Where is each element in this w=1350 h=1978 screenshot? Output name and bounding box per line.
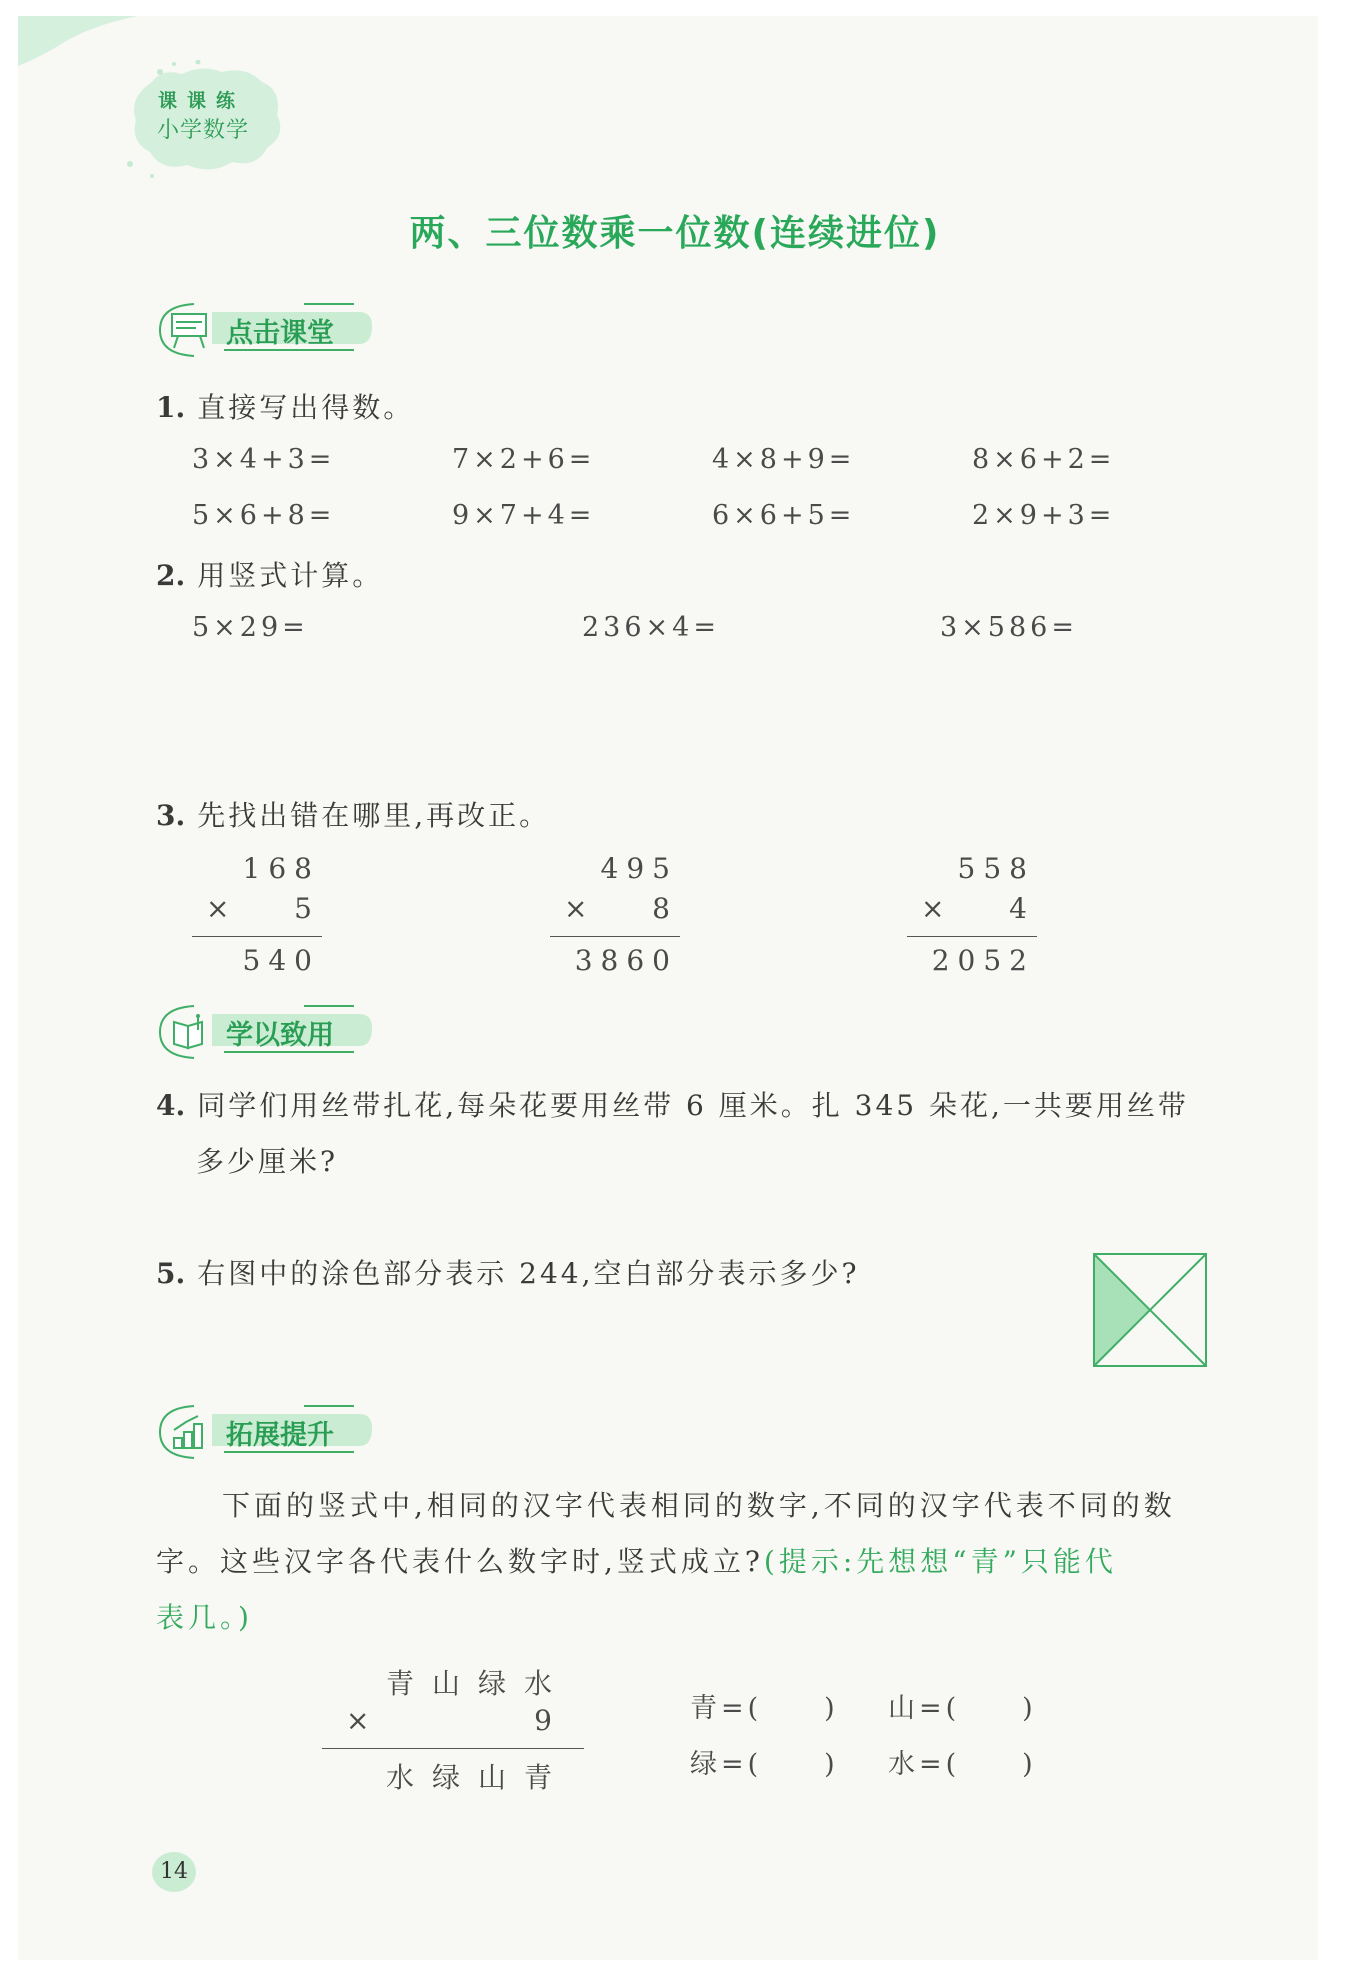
section-header-extension xyxy=(154,1400,394,1460)
answer-blank[interactable]: 山=( ) xyxy=(888,1693,1037,1724)
book-icon xyxy=(168,1012,212,1052)
result-line xyxy=(192,936,322,937)
logo-line1: 课课练 xyxy=(158,90,246,112)
question-number: 4. xyxy=(156,1089,186,1122)
blackboard-icon xyxy=(168,310,212,350)
question-number: 2. xyxy=(156,559,186,592)
oral-expr: 9×7+4= xyxy=(452,500,596,531)
question-2 xyxy=(156,554,383,594)
question-1 xyxy=(156,386,414,426)
extension-text-line1: 下面的竖式中,相同的汉字代表相同的数字,不同的汉字代表不同的数 xyxy=(222,1489,1176,1522)
section-label: 拓展提升 xyxy=(226,1420,334,1451)
multiplier: 8 xyxy=(652,892,678,925)
question-number: 3. xyxy=(156,799,186,832)
question-text: 右图中的涂色部分表示 244,空白部分表示多少? xyxy=(197,1257,860,1290)
puzzle-multiplier: 9 xyxy=(534,1704,552,1737)
result-line xyxy=(907,936,1037,937)
times-sign: × xyxy=(346,1704,370,1737)
question-5 xyxy=(156,1252,860,1292)
times-sign: × xyxy=(921,892,945,925)
error-vertical-2 xyxy=(550,852,700,977)
oral-expr: 8×6+2= xyxy=(972,444,1116,475)
extension-main-text: 字。这些汉字各代表什么数字时,竖式成立? xyxy=(156,1545,764,1578)
multiplicand: 558 xyxy=(957,852,1035,885)
question-4 xyxy=(156,1084,1189,1124)
product: 2052 xyxy=(931,944,1035,977)
extension-text-line2 xyxy=(156,1540,1117,1580)
error-vertical-3 xyxy=(907,852,1057,977)
product: 540 xyxy=(242,944,320,977)
result-line xyxy=(550,936,680,937)
shaded-square-figure xyxy=(1092,1252,1208,1368)
question-number: 1. xyxy=(156,391,186,424)
corner-decoration xyxy=(18,16,138,66)
section-header-apply xyxy=(154,1000,394,1060)
multiplicand: 495 xyxy=(600,852,678,885)
result-line xyxy=(322,1748,584,1749)
error-vertical-1 xyxy=(192,852,342,977)
section-label: 学以致用 xyxy=(226,1020,334,1051)
oral-expr: 3×4+3= xyxy=(192,444,336,475)
oral-expr: 5×6+8= xyxy=(192,500,336,531)
question-text-line1: 同学们用丝带扎花,每朵花要用丝带 6 厘米。扎 345 朵花,一共要用丝带 xyxy=(197,1089,1189,1122)
section-label: 点击课堂 xyxy=(226,318,334,349)
page-title: 两、三位数乘一位数(连续进位) xyxy=(409,213,941,254)
puzzle-multiplicand: 青山绿水 xyxy=(385,1667,570,1700)
question-3 xyxy=(156,794,550,834)
vertical-calc-expr: 3×586= xyxy=(940,612,1078,643)
puzzle-product: 水绿山青 xyxy=(385,1761,570,1794)
multiplicand: 168 xyxy=(242,852,320,885)
logo-line2: 小学数学 xyxy=(157,118,250,143)
times-sign: × xyxy=(206,892,230,925)
vertical-calc-expr: 5×29= xyxy=(192,612,309,643)
question-text-line2: 多少厘米? xyxy=(196,1145,339,1178)
section-header-classroom xyxy=(154,298,394,358)
multiplier: 4 xyxy=(1009,892,1035,925)
question-text: 先找出错在哪里,再改正。 xyxy=(197,799,551,832)
hint-text-line2: 表几。) xyxy=(156,1601,253,1634)
hint-text: (提示:先想想“青”只能代 xyxy=(763,1545,1117,1578)
oral-expr: 4×8+9= xyxy=(712,444,856,475)
question-text: 用竖式计算。 xyxy=(197,559,384,592)
oral-expr: 6×6+5= xyxy=(712,500,856,531)
question-text: 直接写出得数。 xyxy=(197,391,415,424)
vertical-calc-expr: 236×4= xyxy=(582,612,720,643)
oral-expr: 2×9+3= xyxy=(972,500,1116,531)
page-number: 14 xyxy=(152,1852,196,1892)
times-sign: × xyxy=(564,892,588,925)
answer-blank[interactable]: 水=( ) xyxy=(888,1749,1037,1780)
answer-blank[interactable]: 青=( ) xyxy=(690,1693,839,1724)
answer-blank[interactable]: 绿=( ) xyxy=(690,1749,839,1780)
growth-chart-icon xyxy=(168,1412,212,1452)
product: 3860 xyxy=(574,944,678,977)
puzzle-vertical xyxy=(322,1662,592,1792)
question-number: 5. xyxy=(156,1257,186,1290)
oral-expr: 7×2+6= xyxy=(452,444,596,475)
multiplier: 5 xyxy=(294,892,320,925)
